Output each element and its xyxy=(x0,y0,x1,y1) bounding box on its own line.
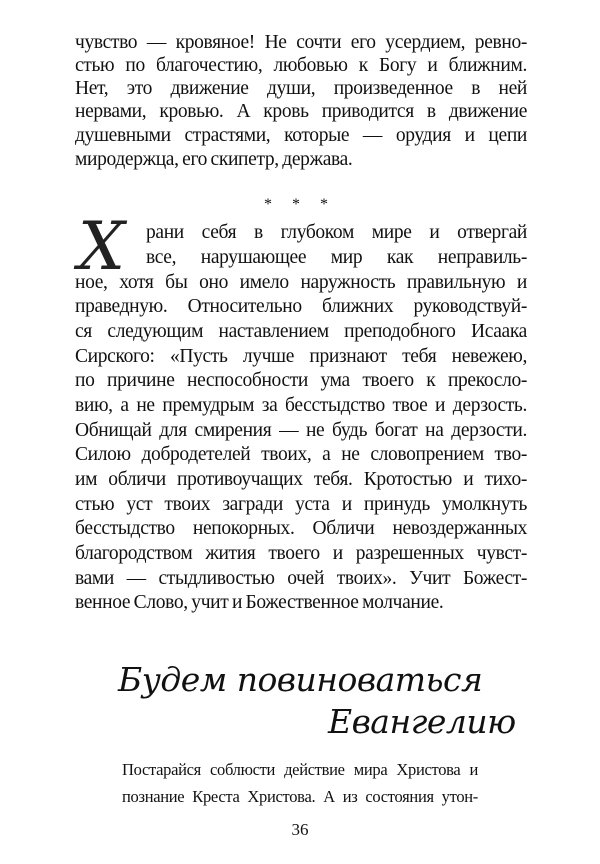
text-line: душевными страстями, которые — орудия и цепи xyxy=(75,125,527,146)
text-line: миродержца, его скипетр, держава. xyxy=(75,149,353,170)
text-line: чувство — кровяное! Не сочти его усердием, ревно- xyxy=(75,32,527,53)
text-line: рани себя в глубоком мире и отвергай xyxy=(146,222,527,243)
page-number: 36 xyxy=(291,820,309,839)
text-line: Силою добродетелей твоих, а не словопрением тво- xyxy=(75,444,527,465)
text-line: стью по благочестию, любовью к Богу и ближним. xyxy=(75,55,527,76)
section-separator: * * * xyxy=(264,196,336,213)
text-line: венное Слово, учит и Божественное молчание. xyxy=(75,592,444,613)
heading-line-1: Будем повиноваться xyxy=(118,660,483,699)
text-line: Обнищай для смирения — не будь богат на дерзости. xyxy=(75,420,527,441)
text-line: познание Креста Христова. А из состояния утон- xyxy=(122,787,478,806)
text-line: благородством жития твоего и разрешенных чувст- xyxy=(75,543,527,564)
text-line: им обличи противоучащих тебя. Кротостью и тихо- xyxy=(75,469,527,490)
text-line: все, нарушающее мир как неправиль- xyxy=(146,247,527,268)
text-line: вию, а не премудрым за бесстыдство твое и дерзость. xyxy=(75,395,527,416)
text-line: ное, хотя бы оно имело наружность правильную и xyxy=(75,272,527,293)
heading-line-2: Евангелию xyxy=(328,702,516,741)
text-line: Нет, это движение души, произведенное в ней xyxy=(75,78,527,99)
text-line: Сирского: «Пусть лучше признают тебя невежею, xyxy=(75,346,527,367)
text-line: бесстыдство непокорных. Обличи невоздержанных xyxy=(75,518,527,539)
text-line: нервами, кровью. А кровь приводится в движение xyxy=(75,101,527,122)
text-line: по причине неспособности ума твоего к прекосло- xyxy=(75,370,527,391)
text-line: вами — стыдливостью очей твоих». Учит Божест- xyxy=(75,568,527,589)
text-line: стью уст твоих загради уста и принудь умолкнуть xyxy=(75,494,527,515)
drop-cap: Х xyxy=(78,208,125,285)
text-line: Постарайся соблюсти действие мира Христова и xyxy=(122,760,478,779)
text-line: ся следующим наставлением преподобного Исаака xyxy=(75,321,527,342)
text-line: праведную. Относительно ближних руководствуй- xyxy=(75,296,527,317)
